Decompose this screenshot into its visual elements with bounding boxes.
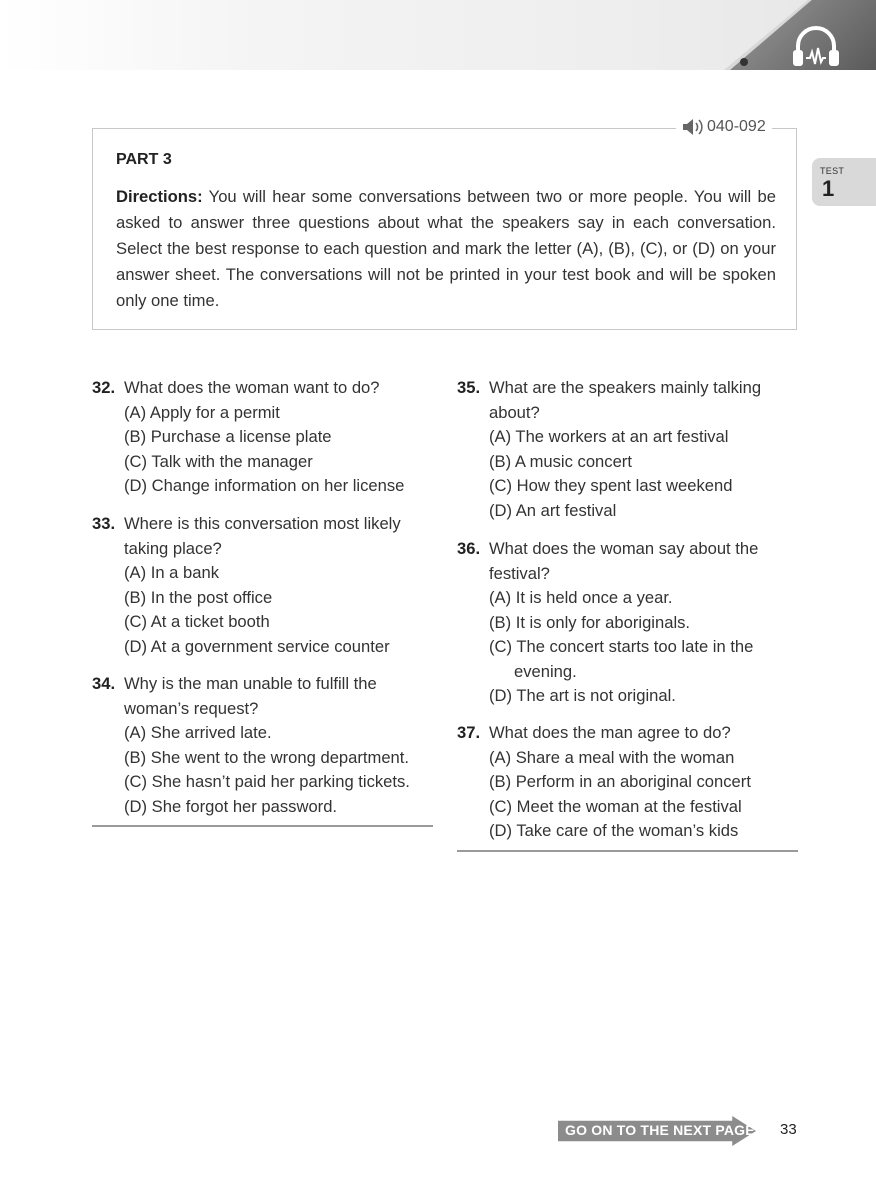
right-column-rule xyxy=(457,850,798,852)
question-32 xyxy=(92,376,432,499)
option-c: (C) She hasn’t paid her parking tickets. xyxy=(124,772,410,791)
option-c: (C) How they spent last weekend xyxy=(489,476,733,495)
question-text: What does the woman want to do? xyxy=(124,378,380,397)
option-b: (B) She went to the wrong department. xyxy=(124,747,410,767)
option-a: (A) It is held once a year. xyxy=(489,588,673,607)
option-b: (B) Perform in an aboriginal concert xyxy=(489,772,751,791)
option-c: (C) At a ticket booth xyxy=(124,612,270,631)
option-b: (B) A music concert xyxy=(489,451,632,471)
question-37 xyxy=(457,721,797,844)
question-text: What are the speakers mainly talking xyxy=(489,378,762,397)
question-text: Where is this conversation most likely xyxy=(124,514,401,533)
question-number: 36. xyxy=(457,539,481,558)
option-a: (A) Apply for a permit xyxy=(124,402,280,422)
speaker-icon xyxy=(682,118,704,136)
option-a: (A) She arrived late. xyxy=(124,723,272,742)
question-text-cont: taking place? xyxy=(124,538,222,558)
option-c: (C) The concert starts too late in the xyxy=(489,637,754,656)
headphones-icon xyxy=(790,24,842,68)
directions-body: You will hear some conversations between two or more people. You will be asked to answer three questions about what the speakers say in each conversation. Select the best response to each question and mark the letter (A), (B), (C), or (D) on your answer sheet. The conversations will not be printed in your test book and will be spoken only one time. xyxy=(116,187,776,310)
question-number: 33. xyxy=(92,514,116,533)
question-text-cont: festival? xyxy=(489,563,550,583)
question-number: 35. xyxy=(457,378,481,397)
option-a: (A) In a bank xyxy=(124,563,220,582)
directions-label: Directions: xyxy=(116,187,203,206)
option-d: (D) The art is not original. xyxy=(489,686,676,705)
directions-text xyxy=(116,184,776,314)
left-column-rule xyxy=(92,825,433,827)
option-d: (D) At a government service counter xyxy=(124,636,390,656)
option-c: (C) Meet the woman at the festival xyxy=(489,796,742,816)
test-tab-label: TEST xyxy=(820,166,845,176)
question-text-cont: woman’s request? xyxy=(124,698,259,718)
question-35 xyxy=(457,376,797,523)
question-text: What does the woman say about the xyxy=(489,539,759,558)
next-page-label: GO ON TO THE NEXT PAGE xyxy=(565,1122,755,1138)
question-34 xyxy=(92,672,432,819)
option-d: (D) Change information on her license xyxy=(124,476,405,495)
option-c: (C) Talk with the manager xyxy=(124,451,313,471)
option-c-cont: evening. xyxy=(514,661,577,681)
test-tab xyxy=(812,158,876,206)
question-number: 37. xyxy=(457,723,481,742)
question-number: 32. xyxy=(92,378,116,397)
option-b: (B) It is only for aboriginals. xyxy=(489,612,691,632)
part-title: PART 3 xyxy=(116,151,172,168)
option-d: (D) Take care of the woman’s kids xyxy=(489,821,739,840)
audio-track-code: 040-092 xyxy=(707,118,766,135)
test-tab-number: 1 xyxy=(822,176,835,201)
option-b: (B) Purchase a license plate xyxy=(124,427,332,446)
option-a: (A) Share a meal with the woman xyxy=(489,747,735,767)
audio-track xyxy=(676,118,772,136)
question-text: What does the man agree to do? xyxy=(489,723,731,742)
question-text: Why is the man unable to fulfill the xyxy=(124,674,377,693)
option-d: (D) An art festival xyxy=(489,500,617,520)
page-number: 33 xyxy=(780,1121,797,1138)
question-33 xyxy=(92,512,432,659)
question-text-cont: about? xyxy=(489,402,540,422)
option-a: (A) The workers at an art festival xyxy=(489,427,729,446)
question-number: 34. xyxy=(92,674,116,693)
question-36 xyxy=(457,537,797,709)
option-d: (D) She forgot her password. xyxy=(124,796,338,816)
header-dot xyxy=(740,58,748,66)
option-b: (B) In the post office xyxy=(124,587,273,607)
